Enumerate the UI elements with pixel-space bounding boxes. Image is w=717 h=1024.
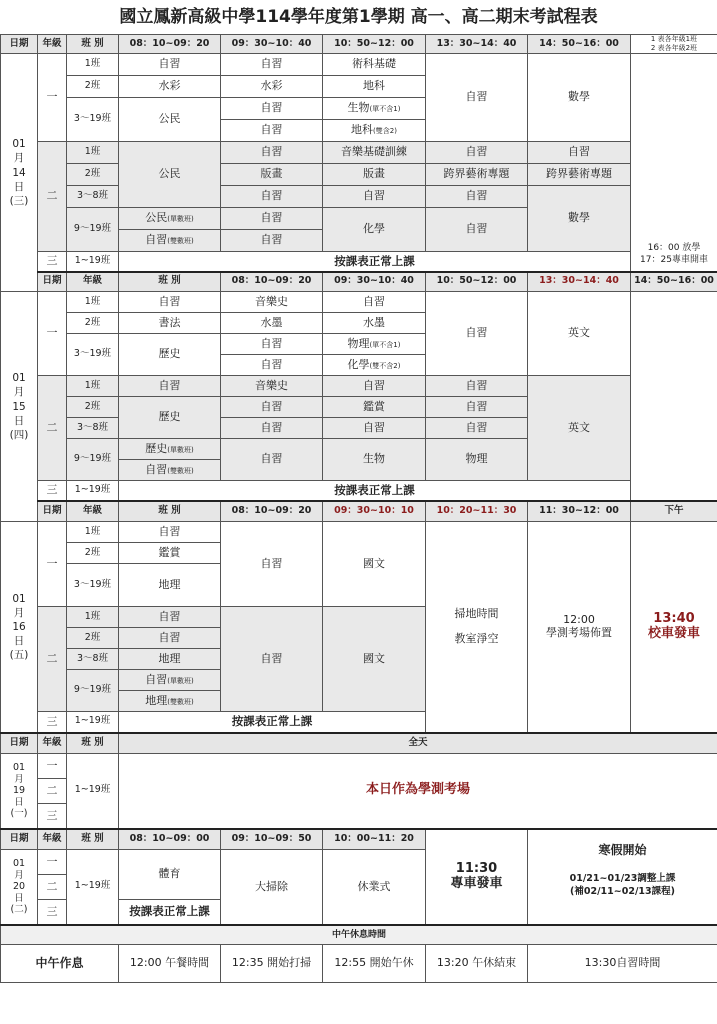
d1-dismissal-cell [631, 54, 717, 272]
d2-note-col [631, 292, 717, 501]
hdr-class: 班 別 [67, 733, 119, 754]
d1-g1-2-p2: 水彩 [221, 76, 323, 98]
legend-note: 1 表各年級1班 2 表各年級2班 [631, 35, 717, 54]
d3-grade-1: 一 [38, 522, 67, 607]
d4-class: 1~19班 [67, 754, 119, 829]
d2-grade-1: 一 [38, 292, 67, 376]
d1-g3-class: 1~19班 [67, 252, 119, 272]
d1-g1-3a-p3 [323, 98, 426, 120]
d2-g1-1-p1: 自習 [119, 292, 221, 313]
d1-g2-3-p3: 自習 [323, 186, 426, 208]
d2-g2-1-p3: 自習 [323, 376, 426, 397]
subject: 生物 [347, 101, 370, 115]
subject: 地科 [351, 123, 374, 137]
d1-class-2: 2班 [67, 76, 119, 98]
d5-date: 01 月 20 日 (二) [1, 850, 38, 925]
d1-g1-p5: 數學 [528, 54, 631, 142]
d1-g1-3b-p2: 自習 [221, 120, 323, 142]
lunch-band: 中午休息時間 [1, 925, 717, 945]
d2-g2-9-p2: 自習 [221, 439, 323, 481]
d1-g1-2-p3: 地科 [323, 76, 426, 98]
lunch-item-2: 12:35 開始打掃 [221, 945, 323, 983]
d1-g2-1-p5: 自習 [528, 142, 631, 164]
d2-grade-2: 二 [38, 376, 67, 481]
d2-g2-class-2: 2班 [67, 397, 119, 418]
d2-g2-9-p4: 物理 [426, 439, 528, 481]
d2-class-3-19: 3～19班 [67, 334, 119, 376]
lunch-title: 中午作息 [1, 945, 119, 983]
d1-time-4: 13：30~14：40 [426, 35, 528, 54]
d2-g3-class: 1~19班 [67, 481, 119, 501]
d2-grade-3: 三 [38, 481, 67, 501]
d1-g2-3-p2: 自習 [221, 186, 323, 208]
d5-adjust: 01/21~01/23調整上課 (補02/11~02/13課程) [569, 873, 676, 897]
d5-time-1: 08：10~09：00 [119, 829, 221, 850]
d1-g2-class-1: 1班 [67, 142, 119, 164]
hdr-class: 班 別 [67, 829, 119, 850]
d1-grade-2: 二 [38, 142, 67, 252]
d3-g1-3-p1: 地理 [119, 564, 221, 607]
d2-g2-class-1: 1班 [67, 376, 119, 397]
d4-date: 01 月 19 日 (一) [1, 754, 38, 829]
d2-g2-1-p4: 自習 [426, 376, 528, 397]
d3-g3-class: 1~19班 [67, 712, 119, 733]
d2-g2-p5: 英文 [528, 376, 631, 481]
d1-g2-9-p4: 自習 [426, 208, 528, 252]
d1-g2-p5: 數學 [528, 186, 631, 252]
d2-g1-2-p3: 水墨 [323, 313, 426, 334]
d2-g2-3-p2: 自習 [221, 418, 323, 439]
d1-g2-9a-p2: 自習 [221, 208, 323, 230]
d1-time-1: 08：10~09：20 [119, 35, 221, 54]
d1-date: 01 月 14 日 (三) [1, 54, 38, 292]
d4-grade-2: 二 [38, 779, 67, 804]
d3-g1-p3: 國文 [323, 522, 426, 607]
d1-g3-normal: 按課表正常上課 [119, 252, 631, 272]
d5-time-3: 10：00~11：20 [323, 829, 426, 850]
d2-g2-9a-p1 [119, 439, 221, 460]
d2-g1-3b-p2: 自習 [221, 355, 323, 376]
d5-cleanup: 大掃除 [221, 850, 323, 925]
d3-g1-2-p1: 鑑賞 [119, 543, 221, 564]
d5-grade-1: 一 [38, 850, 67, 875]
d2-g2-2-p3: 鑑賞 [323, 397, 426, 418]
d1-g1-p4: 自習 [426, 54, 528, 142]
subject: 公民 [145, 211, 168, 225]
d5-bus: 11:30 專車發車 [426, 829, 528, 925]
d3-g1-p2: 自習 [221, 522, 323, 607]
d3-grade-2: 二 [38, 607, 67, 712]
d3-g2-class-9-19: 9～19班 [67, 670, 119, 712]
subject-note: (雙數班) [167, 697, 194, 706]
d2-g1-3a-p2: 自習 [221, 334, 323, 355]
d5-grade-2: 二 [38, 875, 67, 900]
lunch-item-5: 13:30自習時間 [528, 945, 717, 983]
d5-grade-3: 三 [38, 900, 67, 925]
d3-g2-1-p1: 自習 [119, 607, 221, 628]
d2-g2-3-p3: 自習 [323, 418, 426, 439]
d1-g1-1-p1: 自習 [119, 54, 221, 76]
hdr-date: 日期 [38, 501, 67, 522]
d5-time-2: 09：10~09：50 [221, 829, 323, 850]
d2-class-1: 1班 [67, 292, 119, 313]
d1-g2-2-p3: 版畫 [323, 164, 426, 186]
subject-note: (單不含1) [369, 340, 401, 349]
hdr-class: 班 別 [67, 35, 119, 54]
d1-time-5: 14：50~16：00 [528, 35, 631, 54]
d1-grade-1: 一 [38, 54, 67, 142]
d3-class-2: 2班 [67, 543, 119, 564]
d3-time-3: 10：20~11：30 [426, 501, 528, 522]
hdr-grade: 年級 [38, 733, 67, 754]
d2-g2-3-p4: 自習 [426, 418, 528, 439]
d4-message: 本日作為學測考場 [119, 754, 717, 829]
subject: 物理 [347, 336, 370, 350]
d1-g2-9-p3: 化學 [323, 208, 426, 252]
page-title: 國立鳳新高級中學114學年度第1學期 高一、高二期末考試程表 [119, 7, 598, 27]
d2-g2-2-p1: 歷史 [119, 397, 221, 439]
d2-time-3: 10：50~12：00 [426, 272, 528, 292]
subject-note: (雙數班) [167, 466, 194, 475]
subject: 化學 [347, 357, 370, 371]
d2-class-2: 2班 [67, 313, 119, 334]
d1-g1-3-p1: 公民 [119, 98, 221, 142]
d3-g2-9a-p1 [119, 670, 221, 691]
d2-time-1: 08：10~09：20 [221, 272, 323, 292]
d1-g1-3b-p3 [323, 120, 426, 142]
d2-g2-2-p2: 自習 [221, 397, 323, 418]
d5-normal: 按課表正常上課 [119, 900, 221, 925]
d3-date: 01 月 16 日 (五) [1, 522, 38, 733]
d1-time-3: 10：50~12：00 [323, 35, 426, 54]
d3-time-2: 09：30~10：10 [323, 501, 426, 522]
d2-g1-2-p2: 水墨 [221, 313, 323, 334]
hdr-date: 日期 [38, 272, 67, 292]
subject-note: (單不含1) [369, 105, 401, 114]
subject: 自習 [145, 462, 168, 476]
d1-g2-2-p2: 版畫 [221, 164, 323, 186]
d2-g1-3b-p3 [323, 355, 426, 376]
d5-winter-cell [528, 829, 717, 925]
d5-closing: 休業式 [323, 850, 426, 925]
d1-g2-class-3-8: 3～8班 [67, 186, 119, 208]
d2-g2-1-p2: 音樂史 [221, 376, 323, 397]
d3-time-1: 08：10~09：20 [221, 501, 323, 522]
subject-note: (雙不含2) [369, 361, 401, 370]
d3-time-4: 11：30~12：00 [528, 501, 631, 522]
d1-g1-1-p2: 自習 [221, 54, 323, 76]
d3-g2-class-2: 2班 [67, 628, 119, 649]
d1-g2-1-p3: 音樂基礎訓練 [323, 142, 426, 164]
d1-g1-1-p3: 術科基礎 [323, 54, 426, 76]
d1-grade-3: 三 [38, 252, 67, 272]
d3-cleaning: 掃地時間 教室淨空 [426, 522, 528, 733]
d1-g2-2-p4: 跨界藝術專題 [426, 164, 528, 186]
d2-g3-normal: 按課表正常上課 [119, 481, 631, 501]
d2-g1-3-p1: 歷史 [119, 334, 221, 376]
lunch-item-3: 12:55 開始午休 [323, 945, 426, 983]
d1-g2-3-p4: 自習 [426, 186, 528, 208]
d2-time-2: 09：30~10：40 [323, 272, 426, 292]
d3-g1-1-p1: 自習 [119, 522, 221, 543]
d3-g2-class-3-8: 3～8班 [67, 649, 119, 670]
subject-note: (雙含2) [373, 127, 397, 136]
d3-setup: 12:00 學測考場佈置 [528, 522, 631, 733]
d1-g2-1-p4: 自習 [426, 142, 528, 164]
d2-g2-9b-p1 [119, 460, 221, 481]
exam-schedule-table [0, 34, 717, 983]
d1-time-2: 09：30~10：40 [221, 35, 323, 54]
d2-g2-1-p1: 自習 [119, 376, 221, 397]
d2-g1-p5: 英文 [528, 292, 631, 376]
d2-g2-class-9-19: 9～19班 [67, 439, 119, 481]
d1-g1-3a-p2: 自習 [221, 98, 323, 120]
d5-winter: 寒假開始 [598, 842, 647, 857]
d1-g2-9b-p1 [119, 230, 221, 252]
d1-g2-9a-p1 [119, 208, 221, 230]
d5-pe: 體育 [119, 850, 221, 900]
lunch-item-1: 12:00 午餐時間 [119, 945, 221, 983]
subject-note: (單數班) [167, 215, 194, 224]
d2-time-5: 14：50~16：00 [631, 272, 717, 292]
d1-g2-class-9-19: 9～19班 [67, 208, 119, 252]
d3-g2-p2: 自習 [221, 607, 323, 712]
d1-class-3-19: 3～19班 [67, 98, 119, 142]
d5-class: 1~19班 [67, 850, 119, 925]
subject: 地理 [145, 693, 168, 707]
subject: 歷史 [145, 441, 168, 455]
d3-g2-9b-p1 [119, 691, 221, 712]
hdr-grade: 年級 [38, 829, 67, 850]
hdr-grade: 年級 [67, 501, 119, 522]
d1-g2-class-2: 2班 [67, 164, 119, 186]
d3-g3-normal: 按課表正常上課 [119, 712, 426, 733]
d2-g1-2-p1: 書法 [119, 313, 221, 334]
d3-g2-class-1: 1班 [67, 607, 119, 628]
hdr-date: 日期 [1, 733, 38, 754]
d2-g1-3a-p3 [323, 334, 426, 355]
hdr-class: 班 別 [119, 272, 221, 292]
d3-class-1: 1班 [67, 522, 119, 543]
hdr-grade: 年級 [38, 35, 67, 54]
subject-note: (雙數班) [167, 237, 194, 246]
hdr-date: 日期 [1, 35, 38, 54]
d3-g2-p3: 國文 [323, 607, 426, 712]
d2-g1-1-p2: 音樂史 [221, 292, 323, 313]
d3-g2-3-p1: 地理 [119, 649, 221, 670]
subject: 自習 [145, 672, 168, 686]
lunch-item-4: 13:20 午休結束 [426, 945, 528, 983]
d1-g1-2-p1: 水彩 [119, 76, 221, 98]
d3-grade-3: 三 [38, 712, 67, 733]
d1-g2-1-p2: 自習 [221, 142, 323, 164]
d2-g2-class-3-8: 3～8班 [67, 418, 119, 439]
d2-g1-p4: 自習 [426, 292, 528, 376]
subject: 自習 [145, 233, 168, 247]
d4-allday: 全天 [119, 733, 717, 754]
d3-bus: 13:40 校車發車 [631, 522, 717, 733]
d2-g2-2-p4: 自習 [426, 397, 528, 418]
subject-note: (單數班) [167, 445, 194, 454]
d1-g2-p1: 公民 [119, 142, 221, 208]
d2-g1-1-p3: 自習 [323, 292, 426, 313]
subject-note: (單數班) [167, 676, 194, 685]
d4-grade-3: 三 [38, 804, 67, 829]
d3-g2-2-p1: 自習 [119, 628, 221, 649]
d1-class-1: 1班 [67, 54, 119, 76]
d4-grade-1: 一 [38, 754, 67, 779]
hdr-date: 日期 [1, 829, 38, 850]
d1-g2-9b-p2: 自習 [221, 230, 323, 252]
hdr-grade: 年級 [67, 272, 119, 292]
dismissal-note: 16：00 放學 17：25專車開車 [640, 242, 708, 266]
hdr-class: 班 別 [119, 501, 221, 522]
d3-time-afternoon: 下午 [631, 501, 717, 522]
d2-g2-9-p3: 生物 [323, 439, 426, 481]
d2-date: 01 月 15 日 (四) [1, 292, 38, 522]
d1-g2-2-p5: 跨界藝術專題 [528, 164, 631, 186]
d2-time-4: 13：30~14：40 [528, 272, 631, 292]
d3-class-3-19: 3～19班 [67, 564, 119, 607]
